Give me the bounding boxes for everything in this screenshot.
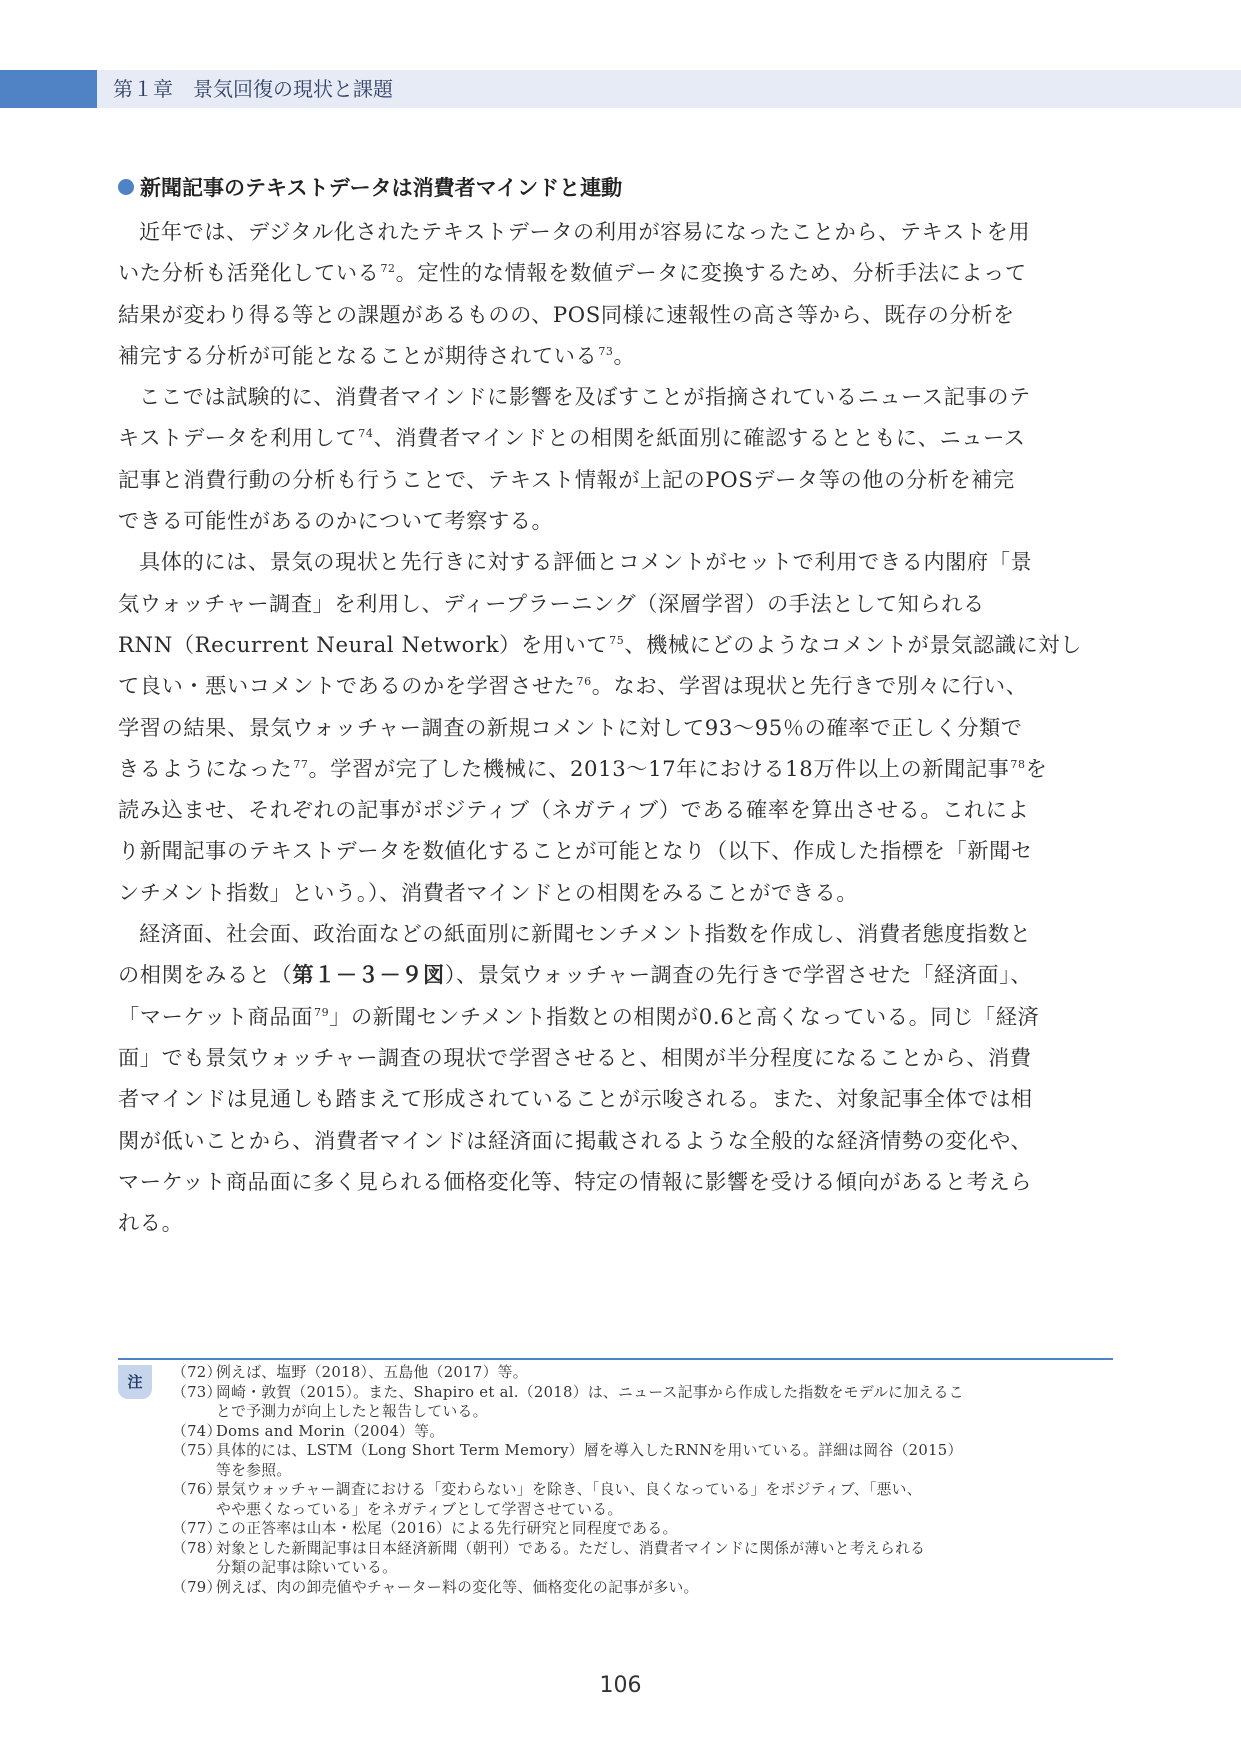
body-line: の相関をみると（第１－３－９図）、景気ウォッチャー調査の先行きで学習させた「経済面」、 (118, 962, 1033, 988)
footnote-text: 具体的には、LSTM（Long Short Term Memory）層を導入したRNNを用いている。詳細は岡谷（2015） (216, 1442, 963, 1459)
body-line: 関が低いことから、消費者マインドは経済面に掲載されるような全般的な経済情勢の変化や、 (118, 1127, 1033, 1153)
footnote-ref[interactable]: 75 (609, 633, 625, 647)
footnote-text: この正答率は山本・松尾（2016）による先行研究と同程度である。 (216, 1520, 678, 1537)
page-number: 106 (599, 1673, 642, 1698)
body-line: RNN（Recurrent Neural Network）を用いて$^{75}$、機械にどのようなコメントが景気認識に対し (118, 631, 1082, 657)
footnote-73 (172, 1383, 1112, 1422)
body-line: り新聞記事のテキストデータを数値化することが可能となり（以下、作成した指標を「新聞セ (118, 838, 1033, 864)
body-line: きるようになった$^{77}$。学習が完了した機械に、2013～17年における18万件以上の新聞記事$^{78}$を (118, 755, 1048, 781)
footnote-number: （73） (172, 1383, 222, 1401)
body-line: て良い・悪いコメントであるのかを学習させた$^{76}$。なお、学習は現状と先行きで別々に行い、 (118, 673, 1028, 699)
footnote-text: Doms and Morin（2004）等。 (216, 1422, 445, 1440)
body-text (118, 211, 1118, 1243)
footnote-ref[interactable]: 78 (1010, 757, 1026, 771)
footnote-77 (172, 1519, 1112, 1539)
footnote-number: （77） (172, 1520, 222, 1537)
body-line: 者マインドは見通しも踏まえて形成されていることが示唆される。また、対象記事全体では相 (118, 1086, 1033, 1112)
footnote-text: 例えば、塩野（2018）、五島他（2017）等。 (216, 1364, 528, 1381)
footnote-text: 岡崎・敦賀（2015）。また、Shapiro et al.（2018）は、ニュース記事から作成した指数をモデルに加えるこ (216, 1383, 964, 1401)
footnote-ref[interactable]: 79 (314, 1005, 330, 1019)
body-line: 記事と消費行動の分析も行うことで、テキスト情報が上記のPOSデータ等の他の分析を補完 (118, 466, 1015, 492)
footnote-ref[interactable]: 74 (358, 427, 374, 441)
footnote-text: とで予測力が向上したと報告している。 (216, 1403, 488, 1420)
chapter-header-accent (0, 70, 97, 108)
body-line: 学習の結果、景気ウォッチャー調査の新規コメントに対して93～95％の確率で正しく分類で (118, 714, 1023, 740)
notes-label: 注 (118, 1365, 152, 1399)
section-heading-text: 新聞記事のテキストデータは消費者マインドと連動 (140, 176, 623, 200)
figure-reference-link[interactable]: 第１－３－９図 (292, 962, 445, 988)
footnote-ref[interactable]: 76 (576, 675, 592, 689)
footnote-ref[interactable]: 77 (293, 757, 309, 771)
footnote-number: （79） (172, 1578, 222, 1596)
footnote-76 (172, 1480, 1112, 1519)
footnote-74 (172, 1422, 1112, 1442)
body-line: 気ウォッチャー調査」を利用し、ディープラーニング（深層学習）の手法として知られる (118, 590, 985, 616)
body-line: 補完する分析が可能となることが期待されている$^{73}$。 (118, 342, 636, 368)
footnote-text: 対象とした新聞記事は日本経済新聞（朝刊）である。ただし、消費者マインドに関係が薄いと考えられる (216, 1539, 926, 1557)
body-line: キストデータを利用して$^{74}$、消費者マインドとの相関を紙面別に確認するとともに、ニュース (118, 425, 1026, 451)
body-line: 具体的には、景気の現状と先行きに対する評価とコメントがセットで利用できる内閣府「景 (139, 549, 1033, 575)
bullet-icon (118, 179, 134, 195)
footnote-ref[interactable]: 73 (598, 344, 614, 358)
footnote-ref[interactable]: 72 (380, 262, 396, 276)
footnote-number: （75） (172, 1442, 222, 1459)
footnote-number: （74） (172, 1422, 222, 1440)
footnote-number: （72） (172, 1364, 222, 1381)
body-line: いた分析も活発化している$^{72}$。定性的な情報を数値データに変換するため、分析手法によって (118, 260, 1027, 286)
footnote-number: （78） (172, 1539, 222, 1557)
footnote-text: 景気ウォッチャー調査における「変わらない」を除き、「良い、良くなっている」をポジティブ、「悪い、 (216, 1481, 922, 1498)
body-line: 近年では、デジタル化されたテキストデータの利用が容易になったことから、テキストを用 (139, 219, 1031, 244)
body-line: 結果が変わり得る等との課題があるものの、POS同様に速報性の高さ等から、既存の分析を (118, 301, 1015, 327)
body-line: れる。 (118, 1210, 184, 1236)
footnote-text: 分類の記事は除いている。 (216, 1559, 398, 1576)
body-line: できる可能性があるのかについて考察する。 (118, 508, 554, 534)
body-line: 経済面、社会面、政治面などの紙面別に新聞センチメント指数を作成し、消費者態度指数と (139, 921, 1032, 947)
footnote-text: 等を参照。 (216, 1461, 292, 1479)
footnote-text: 例えば、肉の卸売値やチャーター料の変化等、価格変化の記事が多い。 (216, 1578, 699, 1596)
footnote-number: （76） (172, 1481, 222, 1498)
footnote-72 (172, 1363, 1112, 1383)
body-line: 「マーケット商品面$^{79}$」の新聞センチメント指数との相関が0.6と高くなっている。同じ「経済 (118, 1003, 1040, 1029)
body-line: マーケット商品面に多く見られる価格変化等、特定の情報に影響を受ける傾向があると考えら (118, 1168, 1033, 1194)
footnote-79 (172, 1578, 1112, 1598)
section-heading (118, 170, 622, 204)
footnotes (172, 1363, 1112, 1597)
footnote-78 (172, 1539, 1112, 1578)
footnote-75 (172, 1441, 1112, 1480)
body-line: 読み込ませ、それぞれの記事がポジティブ（ネガティブ）である確率を算出させる。これによ (118, 797, 1030, 823)
footnote-text: やや悪くなっている」をネガティブとして学習させている。 (216, 1500, 623, 1518)
body-line: ここでは試験的に、消費者マインドに影響を及ぼすことが指摘されているニュース記事のテ (139, 384, 1031, 410)
body-line: ンチメント指数」という。）、消費者マインドとの相関をみることができる。 (118, 879, 859, 905)
chapter-title: 第１章 景気回復の現状と課題 (113, 77, 393, 101)
notes-divider (118, 1358, 1113, 1360)
body-line: 面」でも景気ウォッチャー調査の現状で学習させると、相関が半分程度になることから、消費 (118, 1044, 1032, 1070)
